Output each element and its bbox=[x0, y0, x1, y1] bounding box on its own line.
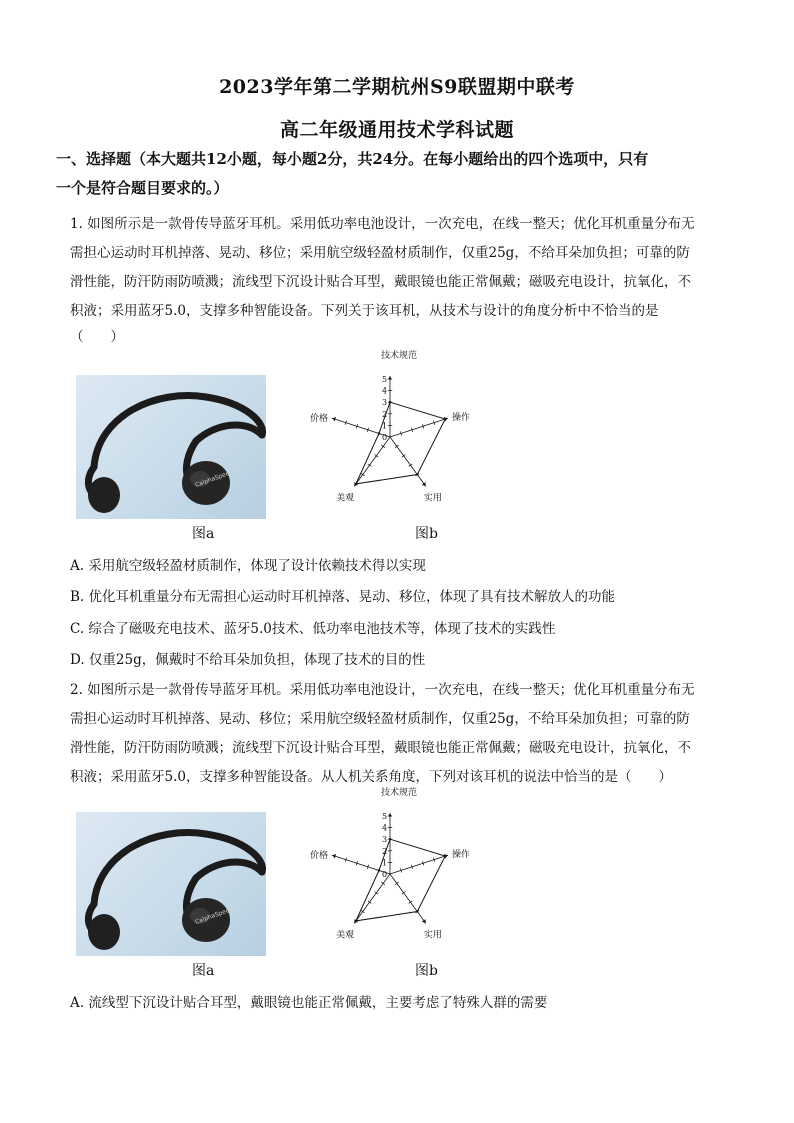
radar-tick bbox=[361, 910, 365, 913]
option-a: A. 流线型下沉设计贴合耳型，戴眼镜也能正常佩戴，主要考虑了特殊人群的需要 bbox=[70, 995, 548, 1011]
radar-tick bbox=[361, 473, 365, 476]
radar-axis-label: 技术规范 bbox=[381, 351, 418, 361]
radar-point bbox=[389, 401, 391, 403]
exam-title: 2023学年第二学期杭州S9联盟期中联考 bbox=[219, 76, 575, 98]
radar-tick-label: 5 bbox=[382, 812, 388, 821]
radar-axis-label: 实用 bbox=[423, 493, 442, 504]
radar-tick bbox=[409, 901, 413, 904]
stem-line: 需担心运动时耳机掉落、晃动、移位；采用航空级轻盈材质制作，仅重25g，不给耳朵加负担；可靠的防 bbox=[70, 711, 690, 727]
radar-series-polygon bbox=[356, 402, 445, 484]
stem-line: 2. 如图所示是一款骨传导蓝牙耳机。采用低功率电池设计，一次充电，在线一整天；优化耳机重量分布无 bbox=[70, 682, 695, 698]
radar-point bbox=[378, 432, 380, 434]
stem-line: 需担心运动时耳机掉落、晃动、移位；采用航空级轻盈材质制作，仅重25g，不给耳朵加负担；可靠的防 bbox=[70, 245, 690, 261]
radar-chart-2 bbox=[309, 788, 480, 962]
radar-axis-label: 技术规范 bbox=[381, 788, 418, 798]
brand-mark: CalphaSpeed bbox=[194, 468, 234, 489]
radar-axis-label: 价格 bbox=[309, 414, 329, 425]
radar-chart-1 bbox=[309, 351, 480, 525]
figure-a-caption: 图a bbox=[192, 963, 215, 979]
option-b: B. 优化耳机重量分布无需担心运动时耳机掉落、晃动、移位，体现了具有技术解放人的功能 bbox=[70, 589, 616, 605]
stem-line: 1. 如图所示是一款骨传导蓝牙耳机。采用低功率电池设计，一次充电，在线一整天；优化耳机重量分布无 bbox=[70, 216, 695, 232]
radar-tick-label: 4 bbox=[382, 823, 388, 833]
radar-tick-label: 3 bbox=[382, 835, 388, 845]
radar-point bbox=[355, 483, 357, 485]
radar-tick-label: 0 bbox=[382, 433, 388, 442]
earphone-photo bbox=[76, 375, 266, 519]
radar-point bbox=[416, 910, 418, 912]
radar-tick-label: 2 bbox=[382, 409, 388, 419]
stem-line: （ ） bbox=[70, 329, 124, 345]
radar-axis-label: 实用 bbox=[423, 930, 442, 941]
radar-tick bbox=[368, 901, 372, 904]
radar-tick bbox=[375, 454, 379, 457]
radar-axis bbox=[354, 874, 390, 923]
radar-tick-label: 3 bbox=[382, 398, 388, 408]
exam-subtitle: 高二年级通用技术学科试题 bbox=[279, 119, 514, 141]
radar-tick bbox=[409, 464, 413, 467]
radar-tick bbox=[402, 454, 406, 457]
radar-axis-label: 美观 bbox=[336, 930, 355, 941]
radar-axis-label: 操作 bbox=[452, 850, 471, 861]
radar-axis bbox=[354, 437, 390, 486]
earphone-photo bbox=[76, 812, 266, 956]
radar-tick-label: 0 bbox=[382, 870, 388, 879]
radar-tick bbox=[402, 891, 406, 894]
option-d: D. 仅重25g，佩戴时不给耳朵加负担，体现了技术的目的性 bbox=[70, 652, 426, 668]
radar-point bbox=[444, 855, 446, 857]
radar-axis-label: 美观 bbox=[336, 493, 355, 504]
stem-line: 滑性能，防汗防雨防喷溅；流线型下沉设计贴合耳型，戴眼镜也能正常佩戴；磁吸充电设计，抗氧化，不 bbox=[70, 740, 691, 756]
radar-series-polygon bbox=[356, 839, 445, 921]
stem-line: 积液；采用蓝牙5.0，支撑多种智能设备。从人机关系角度，下列对该耳机的说法中恰当的是（ ） bbox=[70, 769, 672, 785]
radar-axis bbox=[390, 874, 426, 923]
stem-line: 积液；采用蓝牙5.0，支撑多种智能设备。下列关于该耳机，从技术与设计的角度分析中不恰当的是 bbox=[70, 303, 659, 319]
radar-axis bbox=[390, 418, 448, 437]
radar-point bbox=[416, 473, 418, 475]
radar-axis bbox=[390, 855, 448, 874]
option-a: A. 采用航空级轻盈材质制作，体现了设计依赖技术得以实现 bbox=[70, 558, 426, 574]
radar-point bbox=[389, 838, 391, 840]
radar-axis-label: 操作 bbox=[452, 413, 471, 424]
stem-line: 滑性能，防汗防雨防喷溅；流线型下沉设计贴合耳型，戴眼镜也能正常佩戴；磁吸充电设计，抗氧化，不 bbox=[70, 274, 691, 290]
question-2-stem bbox=[70, 676, 730, 792]
figure-b-caption: 图b bbox=[415, 526, 438, 542]
radar-tick bbox=[368, 464, 372, 467]
radar-tick-label: 2 bbox=[382, 846, 388, 856]
section-heading-line: 一、选择题（本大题共12小题，每小题2分，共24分。在每小题给出的四个选项中，只有 bbox=[56, 150, 649, 168]
radar-point bbox=[444, 418, 446, 420]
radar-tick-label: 1 bbox=[382, 421, 388, 431]
radar-point bbox=[378, 869, 380, 871]
radar-tick bbox=[395, 882, 399, 885]
option-c: C. 综合了磁吸充电技术、蓝牙5.0技术、低功率电池技术等，体现了技术的实践性 bbox=[70, 621, 556, 637]
earphone-illustration bbox=[76, 375, 266, 519]
radar-point bbox=[355, 920, 357, 922]
radar-tick-label: 4 bbox=[382, 386, 388, 396]
radar-tick-label: 5 bbox=[382, 375, 388, 384]
question-1-stem bbox=[70, 210, 730, 348]
radar-axis bbox=[390, 437, 426, 486]
radar-tick-label: 1 bbox=[382, 858, 388, 868]
earphone-illustration bbox=[76, 812, 266, 956]
section-heading-line: 一个是符合题目要求的。） bbox=[56, 179, 229, 197]
radar-tick bbox=[395, 445, 399, 448]
radar-axis-label: 价格 bbox=[309, 851, 329, 862]
figure-b-caption: 图b bbox=[415, 963, 438, 979]
radar-tick bbox=[381, 882, 385, 885]
figure-a-caption: 图a bbox=[192, 526, 215, 542]
brand-mark: CalphaSpeed bbox=[194, 905, 234, 926]
section-heading bbox=[56, 145, 746, 203]
radar-tick bbox=[375, 891, 379, 894]
radar-tick bbox=[381, 445, 385, 448]
